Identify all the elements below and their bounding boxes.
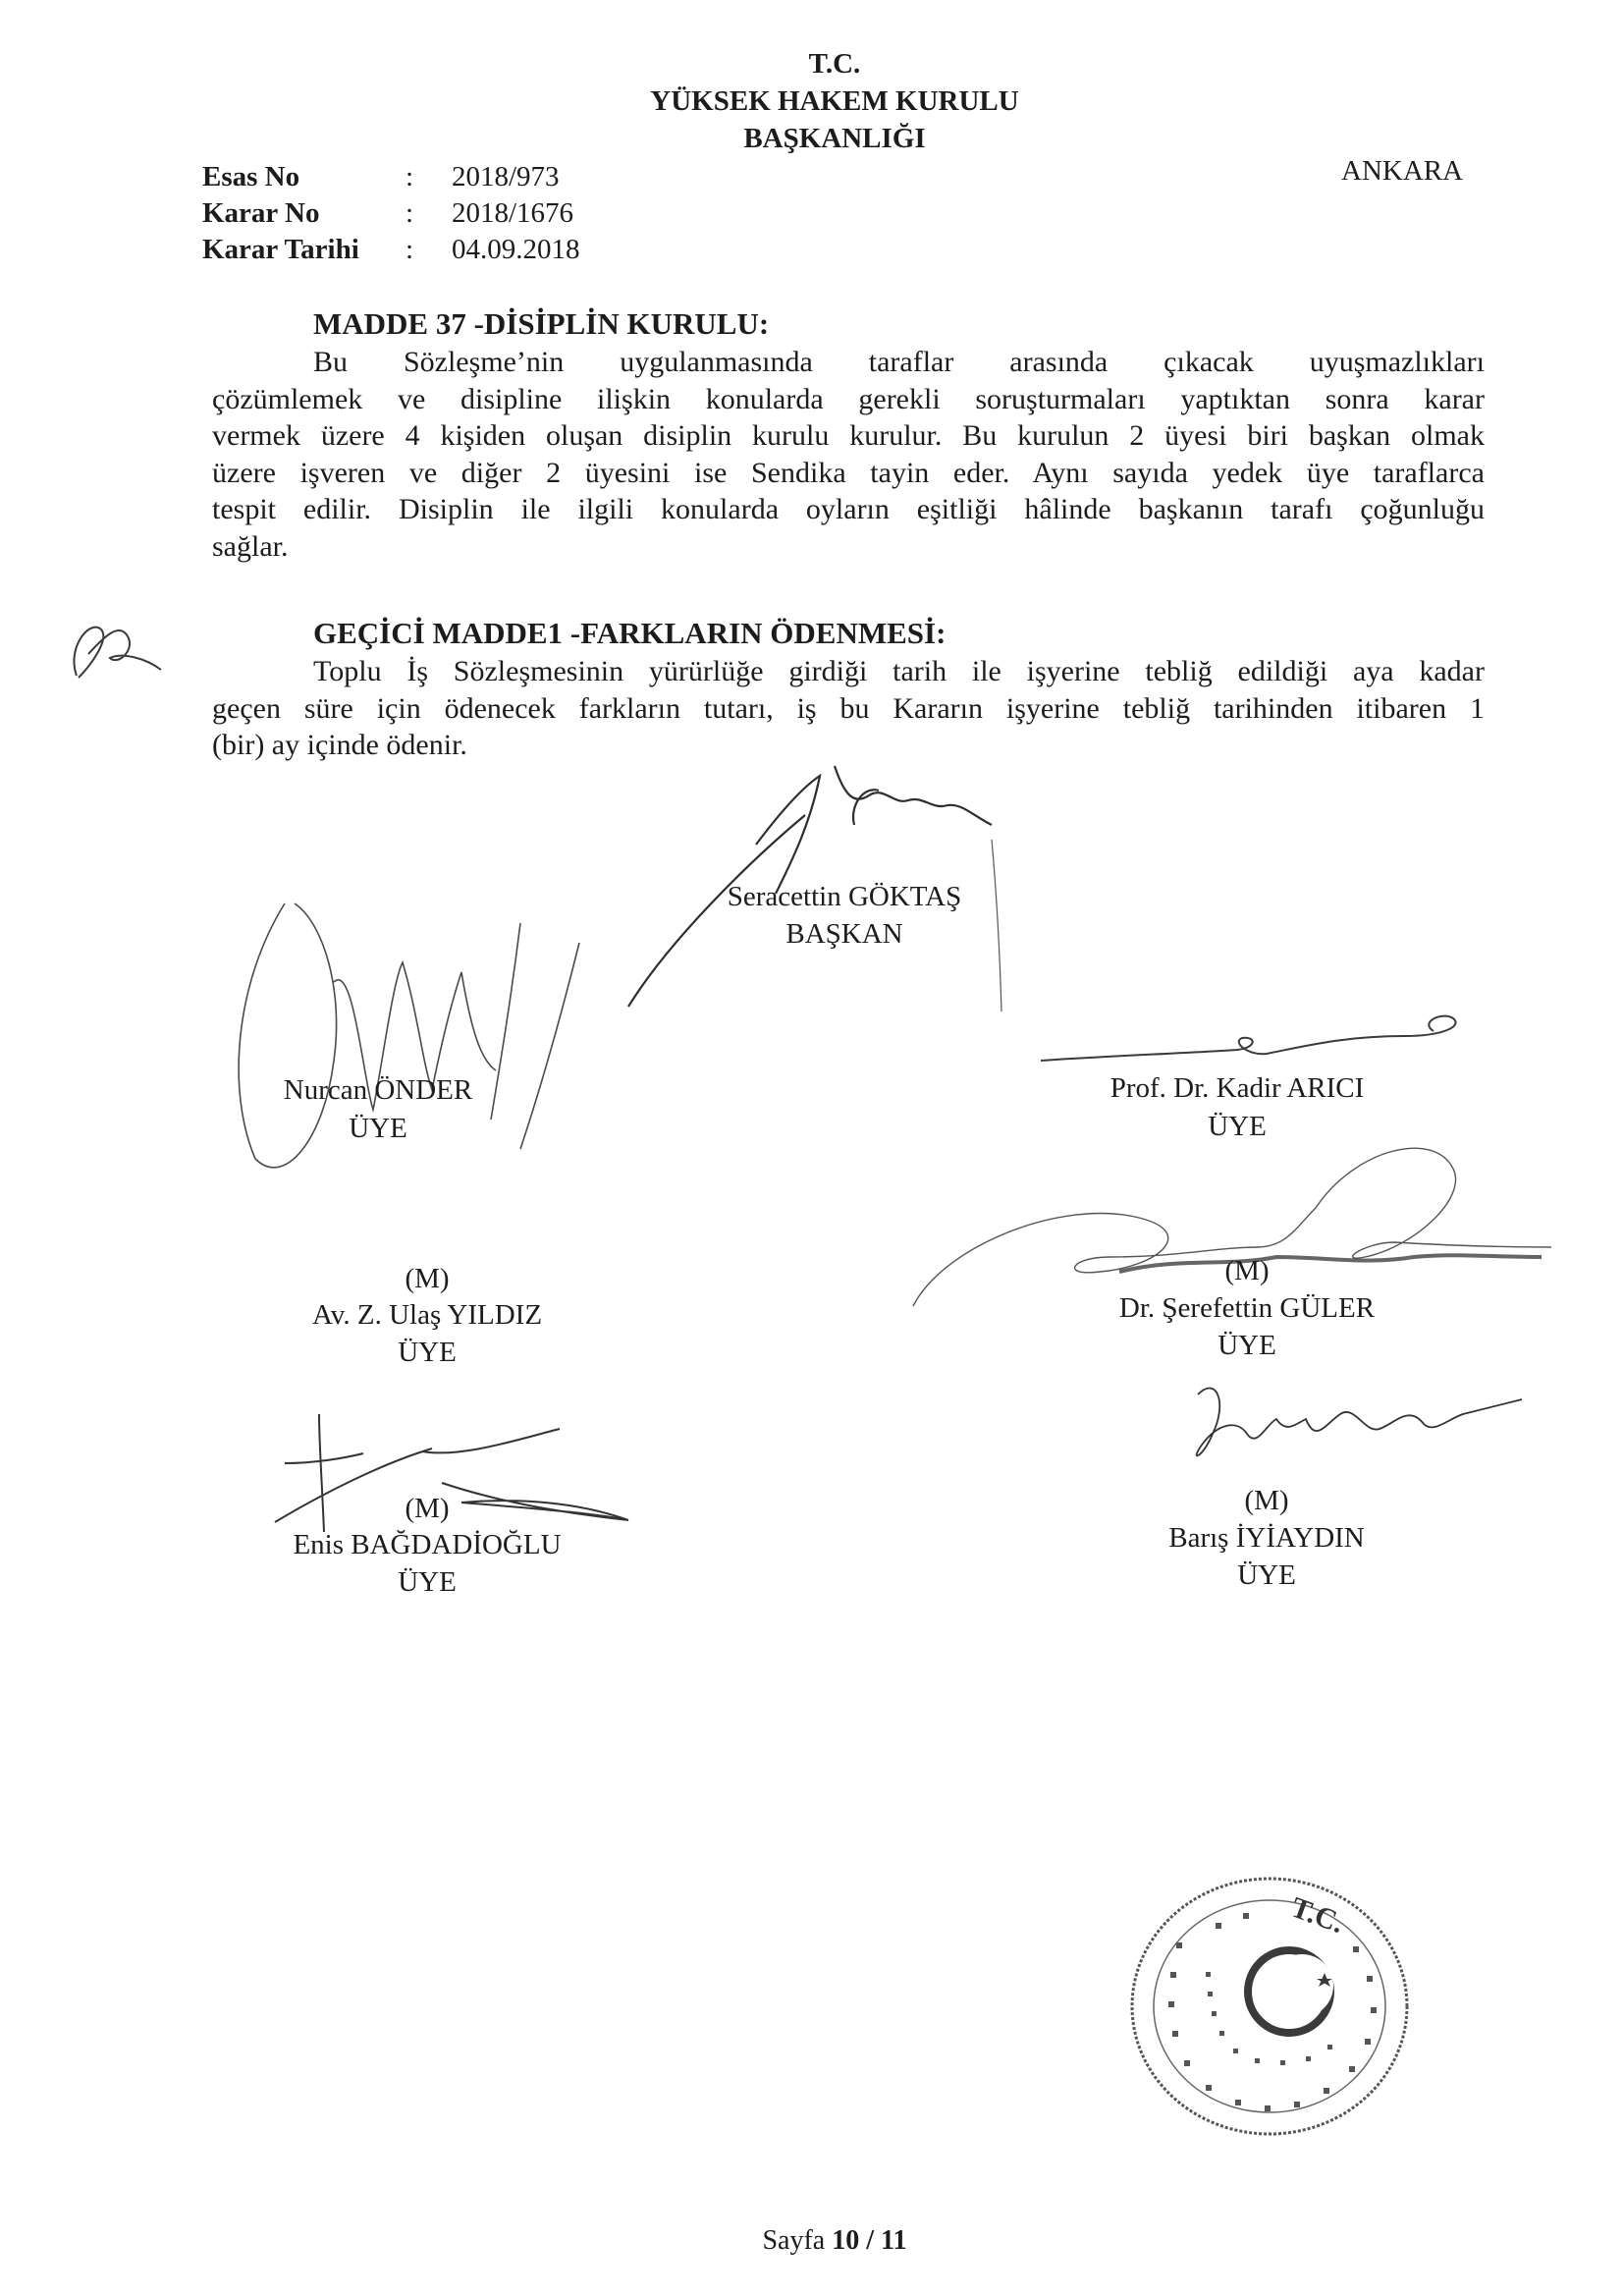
member5-role: ÜYE	[398, 1566, 457, 1598]
seal-text: T.C.	[1286, 1890, 1349, 1941]
official-seal-icon	[1117, 1864, 1422, 2149]
margin-initial-signature	[59, 599, 167, 697]
president-role: BAŞKAN	[785, 918, 903, 950]
header-tc: T.C.	[808, 48, 861, 80]
paragraph-line: sağlar.	[212, 529, 289, 563]
meta-sep-esas: :	[406, 161, 414, 192]
meta-label-tarih: Karar Tarihi	[202, 234, 359, 265]
member3-name: Av. Z. Ulaş YILDIZ	[311, 1299, 543, 1331]
header-presidency: BAŞKANLIĞI	[743, 123, 926, 154]
president-name: Seracettin GÖKTAŞ	[727, 881, 962, 912]
member6-signature	[1159, 1365, 1532, 1483]
paragraph-line: (bir) ay içinde ödenir.	[212, 729, 467, 761]
section-body-madde37	[212, 344, 1485, 565]
meta-sep-karar: :	[406, 197, 414, 229]
member4-name: Dr. Şerefettin GÜLER	[1118, 1292, 1376, 1324]
page-number-separator: /	[866, 2225, 875, 2256]
header-city: ANKARA	[1341, 155, 1464, 187]
member3-mark: (M)	[405, 1263, 450, 1294]
meta-sep-tarih: :	[406, 234, 414, 265]
member1-name: Nurcan ÖNDER	[283, 1074, 473, 1106]
member6-name: Barış İYİAYDIN	[1168, 1522, 1365, 1554]
member3-role: ÜYE	[398, 1337, 457, 1368]
paragraph-line: vermek üzere 4 kişiden oluşan disiplin kurulu kurulur. Bu kurulun 2 üyesi biri başkan olmak	[212, 419, 1485, 452]
page-number	[0, 2225, 1623, 2257]
meta-value-esas: 2018/973	[452, 161, 560, 192]
paragraph-line: Bu Sözleşme’nin uygulanmasında taraflar arasında çıkacak uyuşmazlıkları	[313, 346, 1485, 378]
meta-label-karar: Karar No	[202, 197, 320, 229]
member5-mark: (M)	[405, 1493, 450, 1524]
meta-value-tarih: 04.09.2018	[452, 234, 580, 265]
paragraph-line: çözümlemek ve disipline ilişkin konularda gerekli soruşturmaları yaptıktan sonra karar	[212, 382, 1485, 415]
member2-name: Prof. Dr. Kadir ARICI	[1109, 1072, 1365, 1104]
member2-role: ÜYE	[1208, 1111, 1267, 1142]
member6-role: ÜYE	[1237, 1559, 1296, 1591]
section-title-madde37: MADDE 37 -DİSİPLİN KURULU:	[313, 306, 770, 341]
member6-mark: (M)	[1244, 1485, 1289, 1516]
member4-mark: (M)	[1224, 1255, 1270, 1286]
header-institution: YÜKSEK HAKEM KURULU	[650, 85, 1019, 117]
meta-value-karar: 2018/1676	[452, 197, 574, 229]
member4-role: ÜYE	[1217, 1330, 1276, 1361]
page-number-current: 10	[832, 2225, 860, 2256]
paragraph-line: Toplu İş Sözleşmesinin yürürlüğe girdiği tarih ile işyerine tebliğ edildiği aya kadar	[313, 655, 1485, 687]
paragraph-line: üzere işveren ve diğer 2 üyesini ise Sendika tayin eder. Aynı sayıda yedek üye taraflarca	[212, 456, 1485, 489]
page-number-total: 11	[881, 2225, 907, 2256]
section-title-gecici-madde: GEÇİCİ MADDE1 -FARKLARIN ÖDENMESİ:	[313, 616, 947, 650]
paragraph-line: geçen süre için ödenecek farkların tutarı, iş bu Kararın işyerine tebliğ tarihinden itibaren 1	[212, 691, 1485, 725]
page-number-prefix: Sayfa	[762, 2225, 826, 2256]
member5-name: Enis BAĞDADİOĞLU	[293, 1529, 562, 1560]
member1-role: ÜYE	[349, 1113, 407, 1144]
paragraph-line: tespit edilir. Disiplin ile ilgili konularda oyların eşitliği hâlinde başkanın tarafı çoğunluğu	[212, 493, 1485, 525]
meta-label-esas: Esas No	[202, 161, 300, 192]
